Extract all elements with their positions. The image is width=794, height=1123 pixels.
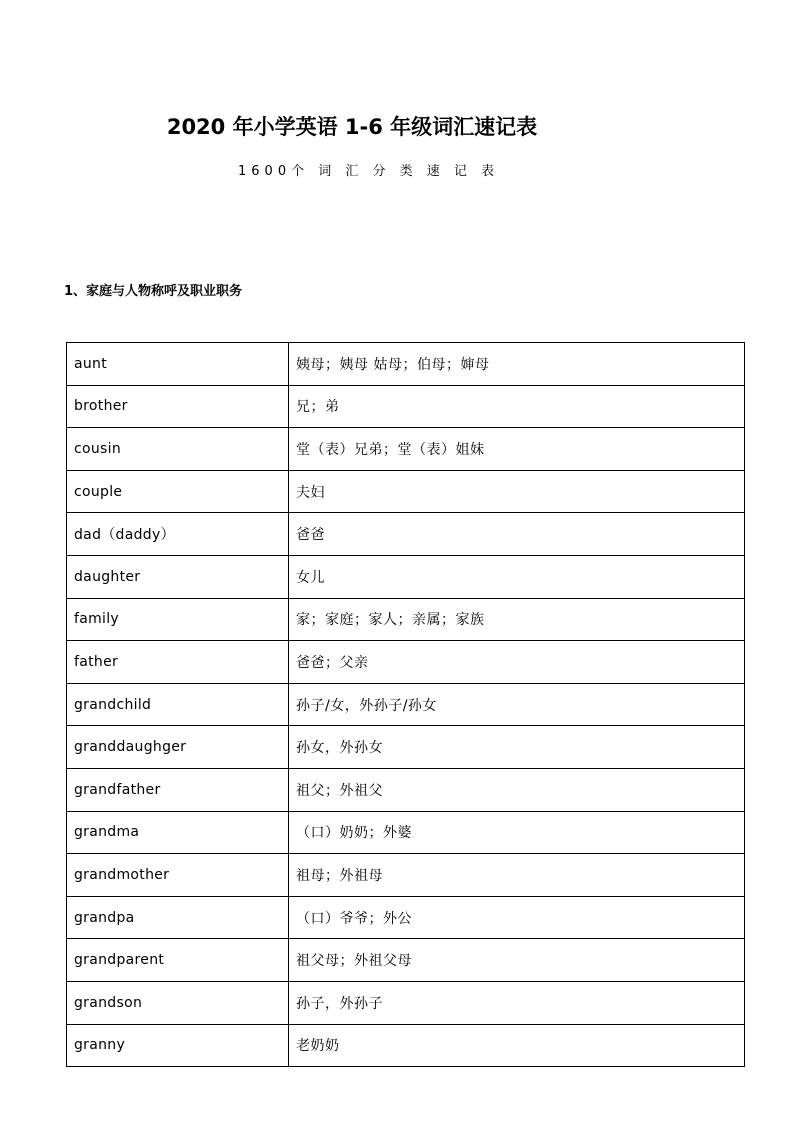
- document-title: 2020 年小学英语 1-6 年级词汇速记表: [166, 115, 538, 139]
- table-row: [67, 768, 745, 811]
- word-cell: grandmother: [67, 854, 289, 897]
- word-cell: grandfather: [67, 768, 289, 811]
- table-row: [67, 939, 745, 982]
- meaning-cell: （口）奶奶；外婆: [289, 811, 745, 854]
- meaning-cell: 老奶奶: [289, 1024, 745, 1067]
- meaning-cell: 姨母；姨母 姑母；伯母；婶母: [289, 343, 745, 386]
- word-cell: grandparent: [67, 939, 289, 982]
- meaning-cell: 祖母；外祖母: [289, 854, 745, 897]
- word-cell: grandpa: [67, 896, 289, 939]
- word-cell: couple: [67, 470, 289, 513]
- word-cell: cousin: [67, 428, 289, 471]
- meaning-cell: 爸爸；父亲: [289, 641, 745, 684]
- table-row: [67, 683, 745, 726]
- word-cell: dad（daddy）: [67, 513, 289, 556]
- word-cell: daughter: [67, 555, 289, 598]
- word-cell: granddaughger: [67, 726, 289, 769]
- table-row: [67, 641, 745, 684]
- meaning-cell: 孙子，外孙子: [289, 981, 745, 1024]
- table-row: [67, 385, 745, 428]
- table-row: [67, 726, 745, 769]
- word-cell: father: [67, 641, 289, 684]
- table-row: [67, 896, 745, 939]
- meaning-cell: 家；家庭；家人；亲属；家族: [289, 598, 745, 641]
- table-row: [67, 598, 745, 641]
- word-cell: aunt: [67, 343, 289, 386]
- word-cell: brother: [67, 385, 289, 428]
- table-row: [67, 811, 745, 854]
- word-cell: grandchild: [67, 683, 289, 726]
- meaning-cell: 孙女，外孙女: [289, 726, 745, 769]
- vocabulary-table: [66, 342, 745, 1067]
- meaning-cell: 爸爸: [289, 513, 745, 556]
- meaning-cell: 女儿: [289, 555, 745, 598]
- table-row: [67, 343, 745, 386]
- table-row: [67, 854, 745, 897]
- word-cell: grandma: [67, 811, 289, 854]
- meaning-cell: 祖父母；外祖父母: [289, 939, 745, 982]
- meaning-cell: 孙子/女，外孙子/孙女: [289, 683, 745, 726]
- word-cell: granny: [67, 1024, 289, 1067]
- table-row: [67, 1024, 745, 1067]
- table-row: [67, 428, 745, 471]
- table-row: [67, 555, 745, 598]
- section-heading: 1、家庭与人物称呼及职业职务: [64, 284, 243, 299]
- meaning-cell: 祖父；外祖父: [289, 768, 745, 811]
- document-subtitle: 1600个 词 汇 分 类 速 记 表: [238, 164, 500, 179]
- table-row: [67, 981, 745, 1024]
- word-cell: family: [67, 598, 289, 641]
- meaning-cell: （口）爷爷；外公: [289, 896, 745, 939]
- meaning-cell: 兄；弟: [289, 385, 745, 428]
- word-cell: grandson: [67, 981, 289, 1024]
- table-row: [67, 513, 745, 556]
- meaning-cell: 堂（表）兄弟；堂（表）姐妹: [289, 428, 745, 471]
- meaning-cell: 夫妇: [289, 470, 745, 513]
- table-row: [67, 470, 745, 513]
